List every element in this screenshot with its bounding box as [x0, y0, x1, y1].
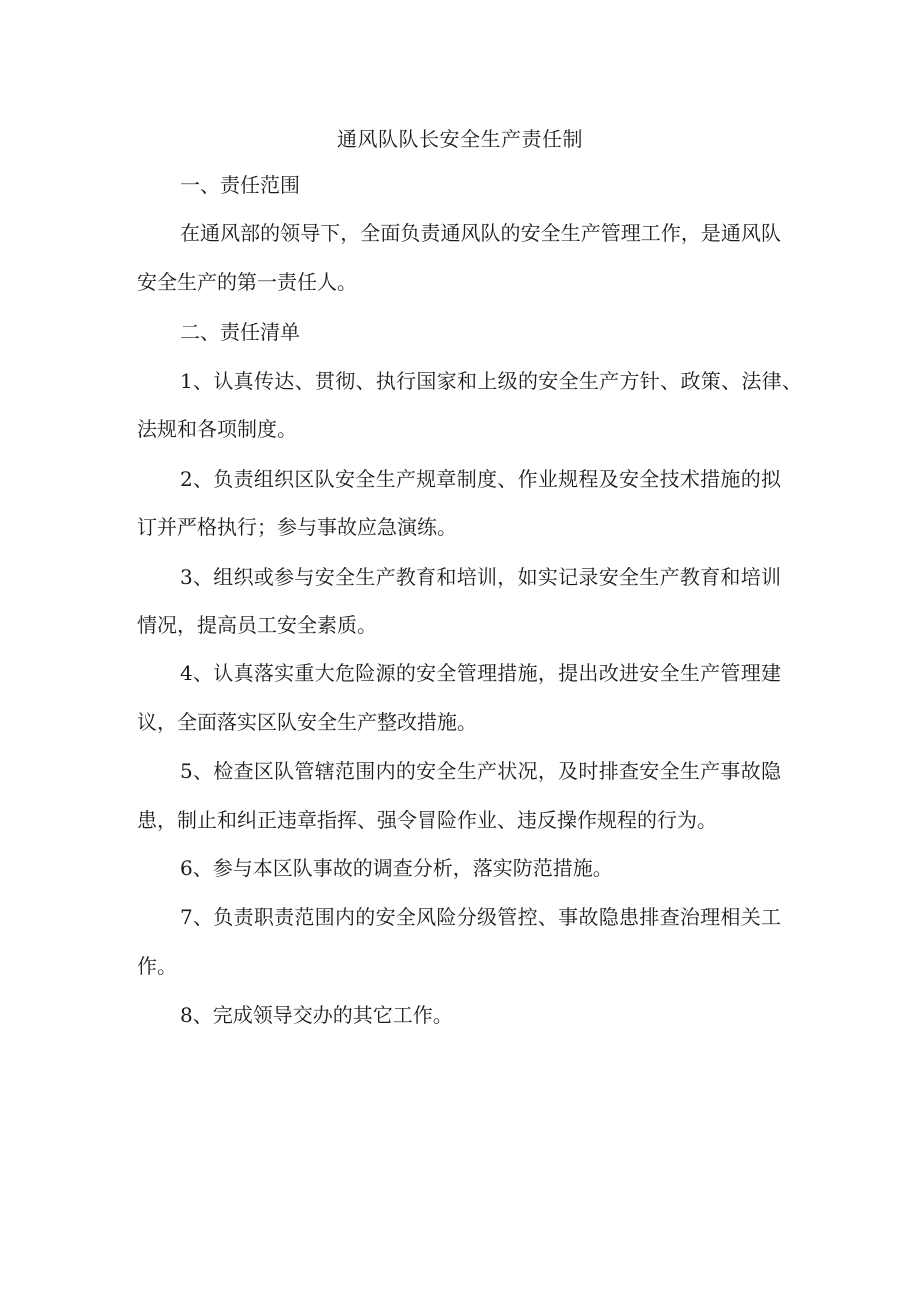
list-item-6-line1: 6、参与本区队事故的调查分析，落实防范措施。: [180, 856, 613, 880]
list-item-4-line2: 议，全面落实区队安全生产整改措施。: [137, 710, 477, 734]
list-item-2-line1: 2、负责组织区队安全生产规章制度、作业规程及安全技术措施的拟: [180, 467, 781, 491]
list-item-5-line2: 患，制止和纠正违章指挥、强令冒险作业、违反操作规程的行为。: [137, 808, 717, 832]
section-heading-scope: 一、责任范围: [180, 173, 300, 197]
list-item-7-line2: 作。: [137, 954, 177, 978]
list-item-8-line1: 8、完成领导交办的其它工作。: [180, 1003, 453, 1027]
document-title: 通风队队长安全生产责任制: [337, 127, 583, 151]
list-item-4-line1: 4、认真落实重大危险源的安全管理措施，提出改进安全生产管理建: [180, 661, 781, 685]
section-heading-list: 二、责任清单: [180, 320, 300, 344]
list-item-1-line1: 1、认真传达、贯彻、执行国家和上级的安全生产方针、政策、法律、: [180, 369, 802, 393]
list-item-7-line1: 7、负责职责范围内的安全风险分级管控、事故隐患排查治理相关工: [180, 905, 781, 929]
scope-paragraph-line1: 在通风部的领导下，全面负责通风队的安全生产管理工作，是通风队: [180, 221, 781, 245]
list-item-3-line1: 3、组织或参与安全生产教育和培训，如实记录安全生产教育和培训: [180, 565, 781, 589]
scope-paragraph-line2: 安全生产的第一责任人。: [137, 270, 357, 294]
list-item-5-line1: 5、检查区队管辖范围内的安全生产状况，及时排查安全生产事故隐: [180, 759, 781, 783]
list-item-1-line2: 法规和各项制度。: [137, 417, 297, 441]
list-item-2-line2: 订并严格执行；参与事故应急演练。: [137, 515, 457, 539]
list-item-3-line2: 情况，提高员工安全素质。: [137, 613, 377, 637]
